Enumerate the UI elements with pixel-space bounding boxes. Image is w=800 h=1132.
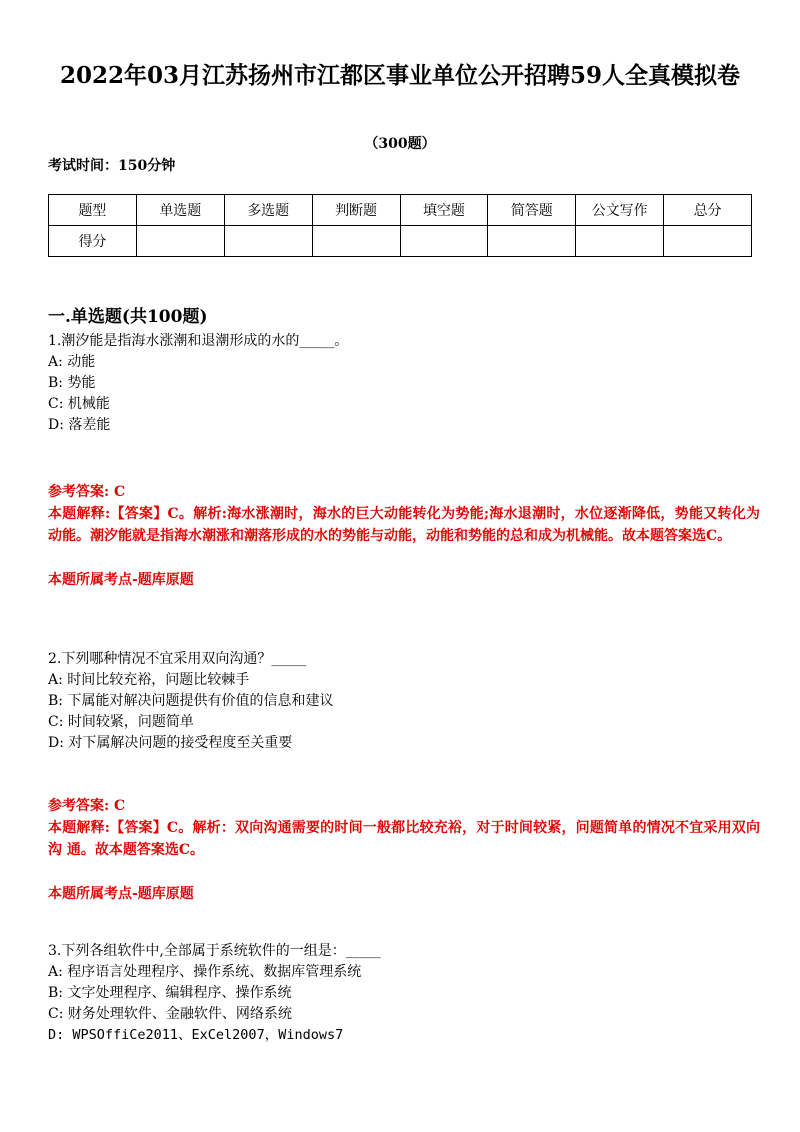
option-c: C: 时间较紧，问题简单 — [48, 714, 194, 730]
reference-answer: 参考答案: C — [48, 798, 126, 814]
score-table-header-row — [49, 195, 752, 226]
table-cell — [312, 226, 400, 257]
table-cell — [488, 226, 576, 257]
knowledge-point: 本题所属考点-题库原题 — [48, 886, 194, 902]
question-2 — [48, 649, 758, 754]
table-cell — [664, 226, 752, 257]
answer-explanation: 本题解释:【答案】C。解析:海水涨潮时，海水的巨大动能转化为势能;海水退潮时，水位逐渐降低，势能又转化为动能。潮汐能就是指海水潮涨和潮落形成的水的势能与动能，动能和势能的总和成为机械能。故本题答案选C。 — [48, 506, 760, 544]
answer-block-1 — [48, 481, 760, 591]
table-cell: 得分 — [49, 226, 137, 257]
question-stem: 3.下列各组软件中,全部属于系统软件的一组是：_____ — [48, 943, 381, 959]
option-d: D: WPSOffiCe2011、ExCel2007，Windows7 — [48, 1027, 344, 1043]
score-table — [48, 194, 752, 257]
table-cell: 简答题 — [488, 195, 576, 226]
option-a: A: 时间比较充裕，问题比较棘手 — [48, 672, 250, 688]
table-cell — [136, 226, 224, 257]
table-cell: 判断题 — [312, 195, 400, 226]
option-d: D: 落差能 — [48, 417, 111, 433]
question-stem: 2.下列哪种情况不宜采用双向沟通？_____ — [48, 651, 307, 667]
option-a: A: 程序语言处理程序、操作系统、数据库管理系统 — [48, 964, 362, 980]
reference-answer: 参考答案: C — [48, 484, 126, 500]
score-table-score-row — [49, 226, 752, 257]
question-stem: 1.潮汐能是指海水涨潮和退潮形成的水的_____。 — [48, 333, 349, 349]
option-c: C: 财务处理软件、金融软件、网络系统 — [48, 1006, 292, 1022]
table-cell: 公文写作 — [576, 195, 664, 226]
table-cell: 单选题 — [136, 195, 224, 226]
section-heading: 一.单选题(共100题) — [48, 307, 208, 327]
knowledge-point: 本题所属考点-题库原题 — [48, 572, 194, 588]
table-cell: 填空题 — [400, 195, 488, 226]
exam-time: 考试时间：150分钟 — [48, 158, 176, 174]
answer-block-2 — [48, 795, 760, 905]
option-b: B: 势能 — [48, 375, 96, 391]
option-b: B: 下属能对解决问题提供有价值的信息和建议 — [48, 693, 334, 709]
option-b: B: 文字处理程序、编辑程序、操作系统 — [48, 985, 292, 1001]
page-title: 2022年03月江苏扬州市江都区事业单位公开招聘59人全真模拟卷 — [59, 62, 741, 89]
option-c: C: 机械能 — [48, 396, 110, 412]
table-cell — [400, 226, 488, 257]
option-d: D: 对下属解决问题的接受程度至关重要 — [48, 735, 293, 751]
question-3 — [48, 941, 758, 1046]
table-cell — [224, 226, 312, 257]
table-cell: 总分 — [664, 195, 752, 226]
question-1 — [48, 331, 758, 436]
question-count: （300题） — [364, 136, 436, 152]
option-a: A: 动能 — [48, 354, 96, 370]
answer-explanation: 本题解释:【答案】C。解析：双向沟通需要的时间一般都比较充裕，对于时间较紧，问题简单的情况不宜采用双向沟 通。故本题答案选C。 — [48, 820, 760, 858]
table-cell: 多选题 — [224, 195, 312, 226]
table-cell — [576, 226, 664, 257]
table-cell: 题型 — [49, 195, 137, 226]
